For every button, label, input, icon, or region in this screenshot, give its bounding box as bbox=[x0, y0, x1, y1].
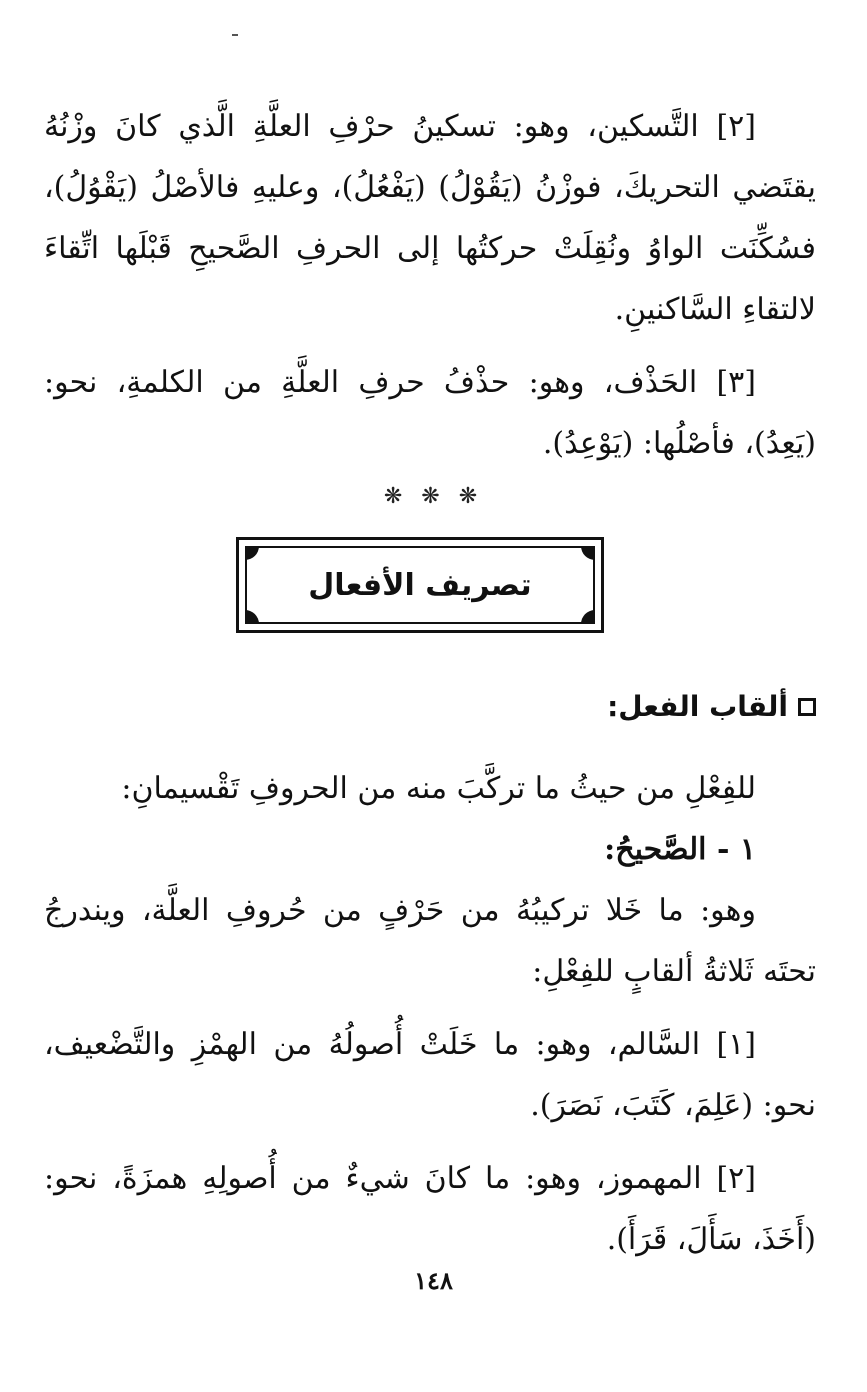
section-title: تصريف الأفعال bbox=[308, 567, 532, 603]
heading-label: ألقاب الفعل: bbox=[607, 690, 788, 723]
frame-corner-ornament bbox=[581, 546, 595, 560]
paragraph-definition: وهو: ما خَلا تركيبُهُ من حَرْفٍ من حُروفِ العلَّة، ويندرجُ تحتَه ثَلاثةُ ألقابٍ للفِعْلِ: bbox=[44, 893, 816, 989]
section-title-inner-frame bbox=[245, 546, 595, 624]
frame-corner-ornament bbox=[245, 610, 259, 624]
frame-corner-ornament bbox=[581, 610, 595, 624]
separator-stars: ❋ ❋ ❋ bbox=[383, 484, 484, 509]
page-number: ١٤٨ bbox=[414, 1266, 453, 1295]
square-outline-icon bbox=[798, 698, 816, 716]
paragraph-mahmuz: [٢] المهموز، وهو: ما كانَ شيءٌ من أُصولِهِ همزَةً، نحو: (أَخَذَ، سَأَلَ، قَرَأَ). bbox=[44, 1161, 816, 1257]
paragraph-intro: للفِعْلِ من حيثُ ما تركَّبَ منه من الحروفِ تَقْسيمانِ: bbox=[121, 771, 756, 806]
scan-mark bbox=[232, 34, 238, 36]
paragraph-taskeen: [٢] التَّسكين، وهو: تسكينُ حرْفِ العلَّةِ الَّذي كانَ وزْنُهُ يقتَضي التحريكَ، فوزْنُ (يَقُوْلُ) (يَفْعُلُ)، وعليهِ فالأصْلُ (يَقْوُلُ)، فسُكِّنَت الواوُ ونُقِلَتْ حركتُها إلى الحرفِ الصَّحيحِ قَبْلَها اتِّقاءَ لالتقاءِ السَّاكنينِ. bbox=[44, 109, 816, 327]
body-text-block bbox=[44, 758, 816, 1282]
paragraph-salim: [١] السَّالم، وهو: ما خَلَتْ أُصولُهُ من الهمْزِ والتَّضْعيف، نحو: (عَلِمَ، كَتَبَ، نَصَرَ). bbox=[44, 1027, 816, 1123]
heading-verb-titles bbox=[607, 690, 816, 723]
top-text-block bbox=[44, 96, 816, 486]
paragraph-hadhf: [٣] الحَذْف، وهو: حذْفُ حرفِ العلَّةِ من الكلمةِ، نحو: (يَعِدُ)، فأصْلُها: (يَوْعِدُ). bbox=[44, 365, 816, 461]
frame-corner-ornament bbox=[245, 546, 259, 560]
subheading-sahih: ١ - الصَّحيحُ: bbox=[604, 832, 756, 867]
section-title-frame bbox=[236, 537, 604, 633]
